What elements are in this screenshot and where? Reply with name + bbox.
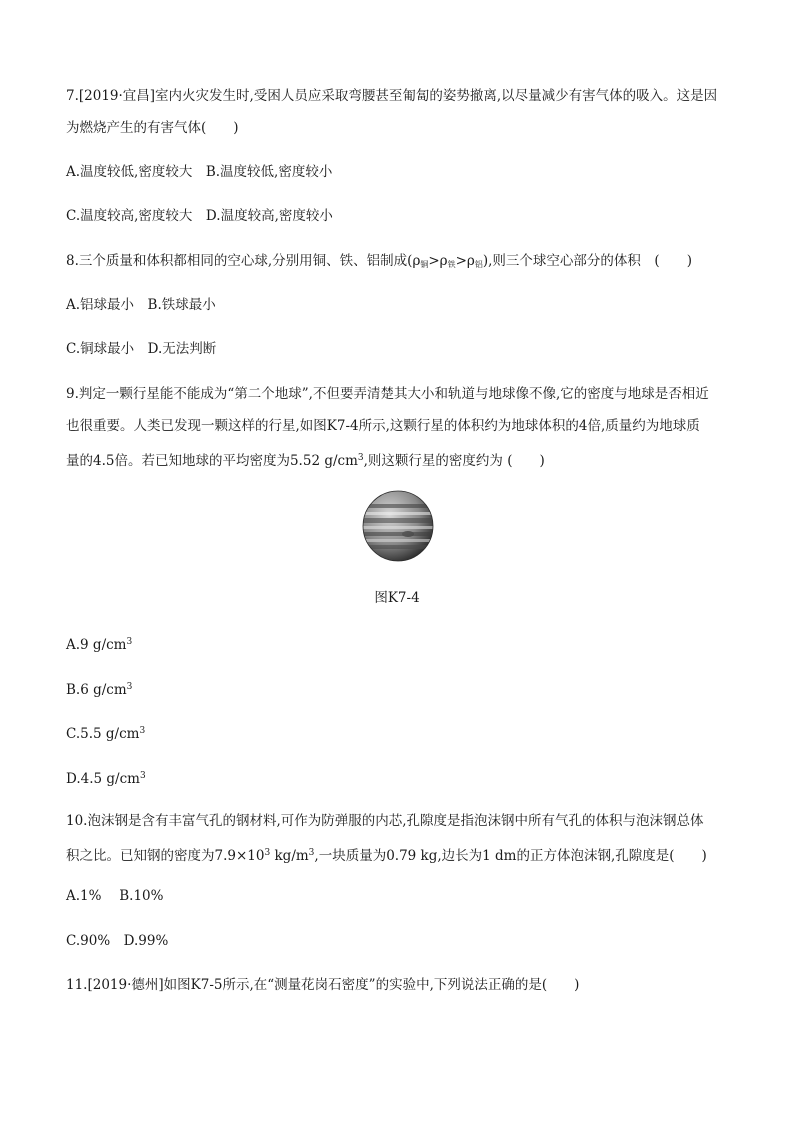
q8-gt1: >ρ	[428, 253, 448, 269]
planet-figure	[362, 490, 434, 562]
q9-stem-line2: 也很重要。人类已发现一颗这样的行星,如图K7-4所示,这颗行星的体积约为地球体积的4倍,质量约为地球质	[66, 418, 700, 434]
q9-option-a-sup: 3	[126, 637, 133, 647]
q10-stem-line2	[66, 843, 707, 866]
q7-options-cd: C.温度较高,密度较大 D.温度较高,密度较小	[66, 208, 333, 224]
q10-stem-line1: 10.泡沫钢是含有丰富气孔的钢材料,可作为防弹服的内芯,孔隙度是指泡沫钢中所有气孔的体积与泡沫钢总体	[66, 813, 704, 829]
q9-line3-sup: 3	[357, 453, 364, 463]
q10-line2-sup2: 3	[308, 848, 315, 858]
q7-options-ab: A.温度较低,密度较大 B.温度较低,密度较小	[66, 164, 333, 180]
q10-line2-sup1: 3	[264, 848, 271, 858]
q9-stem-line3	[66, 448, 545, 471]
q8-stem-post: ),则三个球空心部分的体积 ( )	[482, 253, 692, 269]
q9-option-b	[66, 677, 132, 700]
q8-sub-iron: 铁	[447, 260, 456, 269]
q8-options-ab: A.铝球最小 B.铁球最小	[66, 297, 216, 313]
q11-stem-line1: 11.[2019·德州]如图K7-5所示,在“测量花岗石密度”的实验中,下列说法正确的是( )	[66, 977, 580, 993]
q10-options-ab: A.1% B.10%	[66, 888, 164, 904]
q9-option-d-sup: 3	[139, 771, 146, 781]
q9-stem-line1: 9.判定一颗行星能不能成为“第二个地球”,不但要弄清楚其大小和轨道与地球像不像,它的密度与地球是否相近	[66, 386, 709, 402]
q9-option-b-text: B.6 g/cm	[66, 682, 127, 698]
q8-stem-pre: 8.三个质量和体积都相同的空心球,分别用铜、铁、铝制成(ρ	[66, 253, 421, 269]
q9-option-a-text: A.9 g/cm	[66, 637, 127, 653]
q10-options-cd: C.90% D.99%	[66, 933, 169, 949]
figure-caption: 图K7-4	[374, 590, 420, 606]
q9-option-c-text: C.5.5 g/cm	[66, 726, 140, 742]
q10-line2-pre: 积之比。已知钢的密度为7.9×10	[66, 848, 265, 864]
q8-stem	[66, 251, 692, 275]
q9-option-d-text: D.4.5 g/cm	[66, 771, 140, 787]
q8-options-cd: C.铜球最小 D.无法判断	[66, 341, 217, 357]
q9-line3-post: ,则这颗行星的密度约为 ( )	[363, 453, 545, 469]
q8-sub-copper: 铜	[420, 260, 429, 269]
q10-line2-post: ,一块质量为0.79 kg,边长为1 dm的正方体泡沫钢,孔隙度是( )	[314, 848, 707, 864]
q7-stem-line2: 为燃烧产生的有害气体( )	[66, 120, 239, 136]
q8-gt2: >ρ	[455, 253, 475, 269]
q9-option-c-sup: 3	[139, 726, 146, 736]
q9-option-a	[66, 632, 132, 655]
q9-option-b-sup: 3	[126, 682, 133, 692]
q10-line2-mid: kg/m	[270, 848, 309, 864]
q9-line3-pre: 量的4.5倍。若已知地球的平均密度为5.52 g/cm	[66, 453, 358, 469]
q9-option-c	[66, 721, 145, 744]
q7-stem-line1: 7.[2019·宜昌]室内火灾发生时,受困人员应采取弯腰甚至匍匐的姿势撤离,以尽量减少有害气体的吸入。这是因	[66, 88, 718, 104]
q8-sub-aluminum: 铝	[474, 260, 483, 269]
q9-option-d	[66, 766, 146, 789]
